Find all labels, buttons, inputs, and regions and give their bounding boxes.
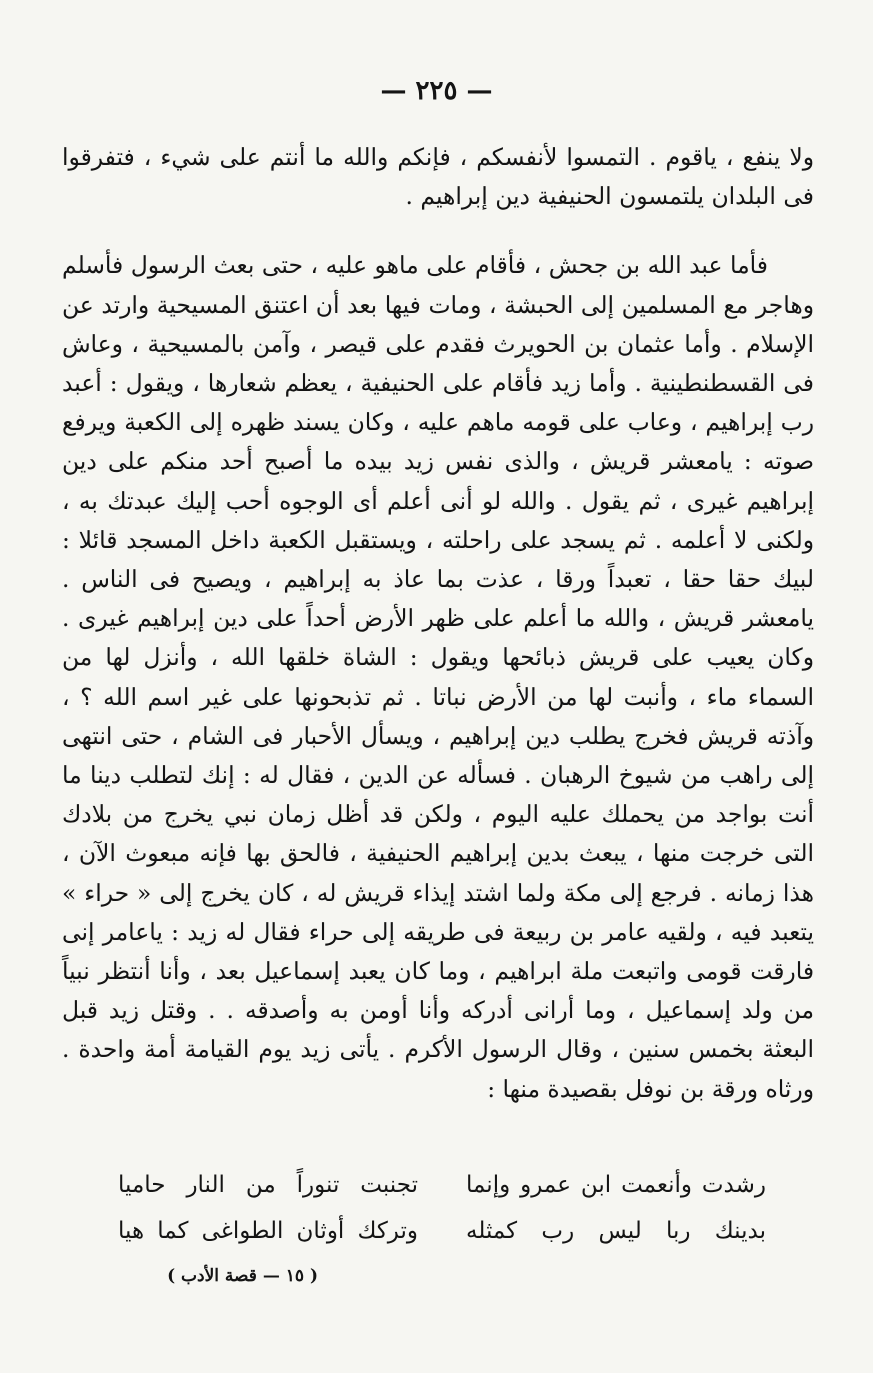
paragraph-2: فأما عبد الله بن جحش ، فأقام على ماهو عليه ، حتى بعث الرسول فأسلم وهاجر مع المسلمين إلى الحبشة ، ومات فيها بعد أن اعتنق المسيحية وارتد عن الإسلام . وأما عثمان بن الحويرث فقدم على قيصر ، وآمن بالمسيحية ، وعاش فى القسطنطينية . وأما زيد فأقام على الحنيفية ، يعظم شعارها ، ويقول : أعبد رب إبراهيم ، وعاب على قومه ماهم عليه ، وكان يسند ظهره إلى الكعبة ويرفع صوته : يامعشر قريش ، والذى نفس زيد بيده ما أصبح أحد منكم على دين إبراهيم غيرى ، ثم يقول . والله لو أنى أعلم أى الوجوه أحب إليك عبدتك به ، ولكنى لا أعلمه . ثم يسجد على راحلته ، ويستقبل الكعبة داخل المسجد قائلا : لبيك حقا حقا ، تعبداً ورقا ، عذت بما عاذ به إبراهيم ، ويصيح فى الناس . يامعشر قريش ، والله ما أعلم على ظهر الأرض أحداً على دين إبراهيم غيرى . وكان يعيب على قريش ذبائحها ويقول : الشاة خلقها الله ، وأنزل لها من السماء ماء ، وأنبت لها من الأرض نباتا . ثم تذبحونها على غير اسم الله ؟ ، وآذته قريش فخرج يطلب دين إبراهيم ، ويسأل الأحبار فى الشام ، حتى انتهى إلى راهب من شيوخ الرهبان . فسأله عن الدين ، فقال له : إنك لتطلب دينا ما أنت بواجد من يحملك عليه اليوم ، ولكن قد أظل زمان نبي يخرج من بلادك التى خرجت منها ، يبعث بدين إبراهيم الحنيفية ، فالحق بها فإنه مبعوث الآن ، هذا زمانه . فرجع إلى مكة ولما اشتد إيذاء قريش له ، كان يخرج إلى « حراء » يتعبد فيه ، ولقيه عامر بن ربيعة فى طريقه إلى حراء فقال له زيد : ياعامر إنى فارقت قومى واتبعت ملة ابراهيم ، وما كان يعبد إسماعيل بعد ، وأنا أنتظر نبياً من ولد إسماعيل ، وما أرانى أدركه وأنا أومن به وأصدقه . . وقتل زيد قبل البعثة بخمس سنين ، وقال الرسول الأكرم . يأتى زيد يوم القيامة أمة واحدة . ورثاه ورقة بن نوفل بقصيدة منها : xyxy=(62,251,814,1103)
paragraph-1: ولا ينفع ، ياقوم . التمسوا لأنفسكم ، فإنكم والله ما أنتم على شيء ، فتفرقوا فى البلدان يلتمسون الحنيفية دين إبراهيم . xyxy=(62,143,814,211)
verse-first-hemistich: رشدت وأنعمت ابن عمرو وإنما xyxy=(466,1172,766,1198)
poem xyxy=(118,1162,766,1254)
body-text xyxy=(62,138,814,1109)
poem-verse xyxy=(118,1208,766,1254)
verse-second-hemistich: وتركك أوثان الطواغى كما هيا xyxy=(118,1218,418,1244)
verse-second-hemistich: تجنبت تنوراً من النار حاميا xyxy=(118,1172,418,1198)
page-number: — ٢٢٥ — xyxy=(380,76,493,106)
verse-first-hemistich: بدينك ربا ليس رب كمثله xyxy=(466,1218,766,1244)
poem-verse xyxy=(118,1162,766,1208)
page-footer-signature: ( ١٥ — قصة الأدب ) xyxy=(167,1266,318,1286)
